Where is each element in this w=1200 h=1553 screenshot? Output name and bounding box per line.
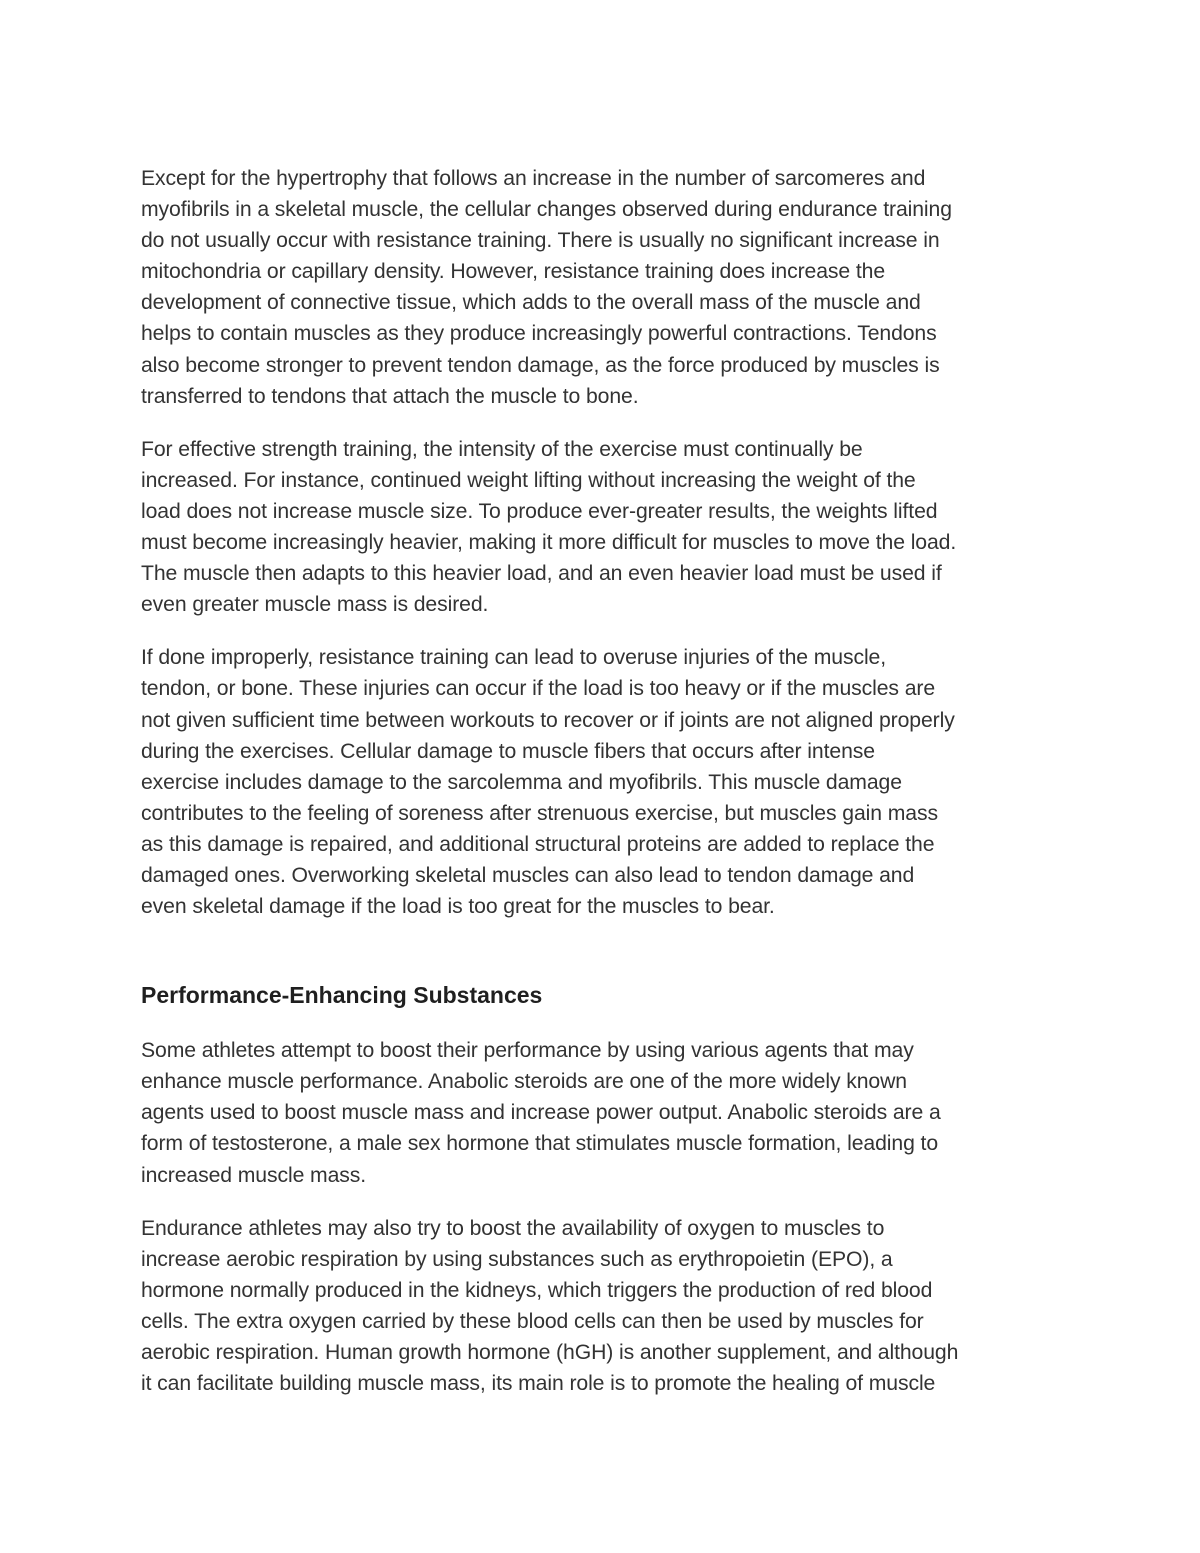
paragraph-resistance-training-changes: Except for the hypertrophy that follows an increase in the number of sarcomeres and myofibrils in a skeletal muscle, the cellular changes observed during endurance training do not usually occur with resistance training. There is usually no significant increase in mitochondria or capillary density. However, resistance training does increase the development of connective tissue, which adds to the overall mass of the muscle and helps to contain muscles as they produce increasingly powerful contractions. Tendons also become stronger to prevent tendon damage, as the force produced by muscles is transferred to tendons that attach the muscle to bone. [141,167,952,408]
section-heading: Performance-Enhancing Substances [141,982,543,1009]
paragraph-strength-training-intensity: For effective strength training, the intensity of the exercise must continually be increased. For instance, continued weight lifting without increasing the weight of the load does not increase muscle size. To produce ever-greater results, the weights lifted must become increasingly heavier, making it more difficult for muscles to move the load. The muscle then adapts to this heavier load, and an even heavier load must be used if even greater muscle mass is desired. [141,437,957,617]
paragraph-overuse-injuries: If done improperly, resistance training can lead to overuse injuries of the muscle, tendon, or bone. These injuries can occur if the load is too heavy or if the muscles are not given sufficient time between workouts to recover or if joints are not aligned properly during the exercises. Cellular damage to muscle fibers that occurs after intense exercise includes damage to the sarcolemma and myofibrils. This muscle damage contributes to the feeling of soreness after strenuous exercise, but muscles gain mass as this damage is repaired, and additional structural proteins are added to replace the damaged ones. Overworking skeletal muscles can also lead to tendon damage and even skeletal damage if the load is too great for the muscles to bear. [141,646,955,919]
document-page [141,163,1071,1399]
paragraph-endurance-substances: Endurance athletes may also try to boost the availability of oxygen to muscles to increase aerobic respiration by using substances such as erythropoietin (EPO), a hormone normally produced in the kidneys, which triggers the production of red blood cells. The extra oxygen carried by these blood cells can then be used by muscles for aerobic respiration. Human growth hormone (hGH) is another supplement, and although it can facilitate building muscle mass, its main role is to promote the healing of muscle [141,1216,959,1396]
paragraph-anabolic-steroids: Some athletes attempt to boost their performance by using various agents that may enhance muscle performance. Anabolic steroids are one of the more widely known agents used to boost muscle mass and increase power output. Anabolic steroids are a form of testosterone, a male sex hormone that stimulates muscle formation, leading to increased muscle mass. [141,1039,941,1187]
